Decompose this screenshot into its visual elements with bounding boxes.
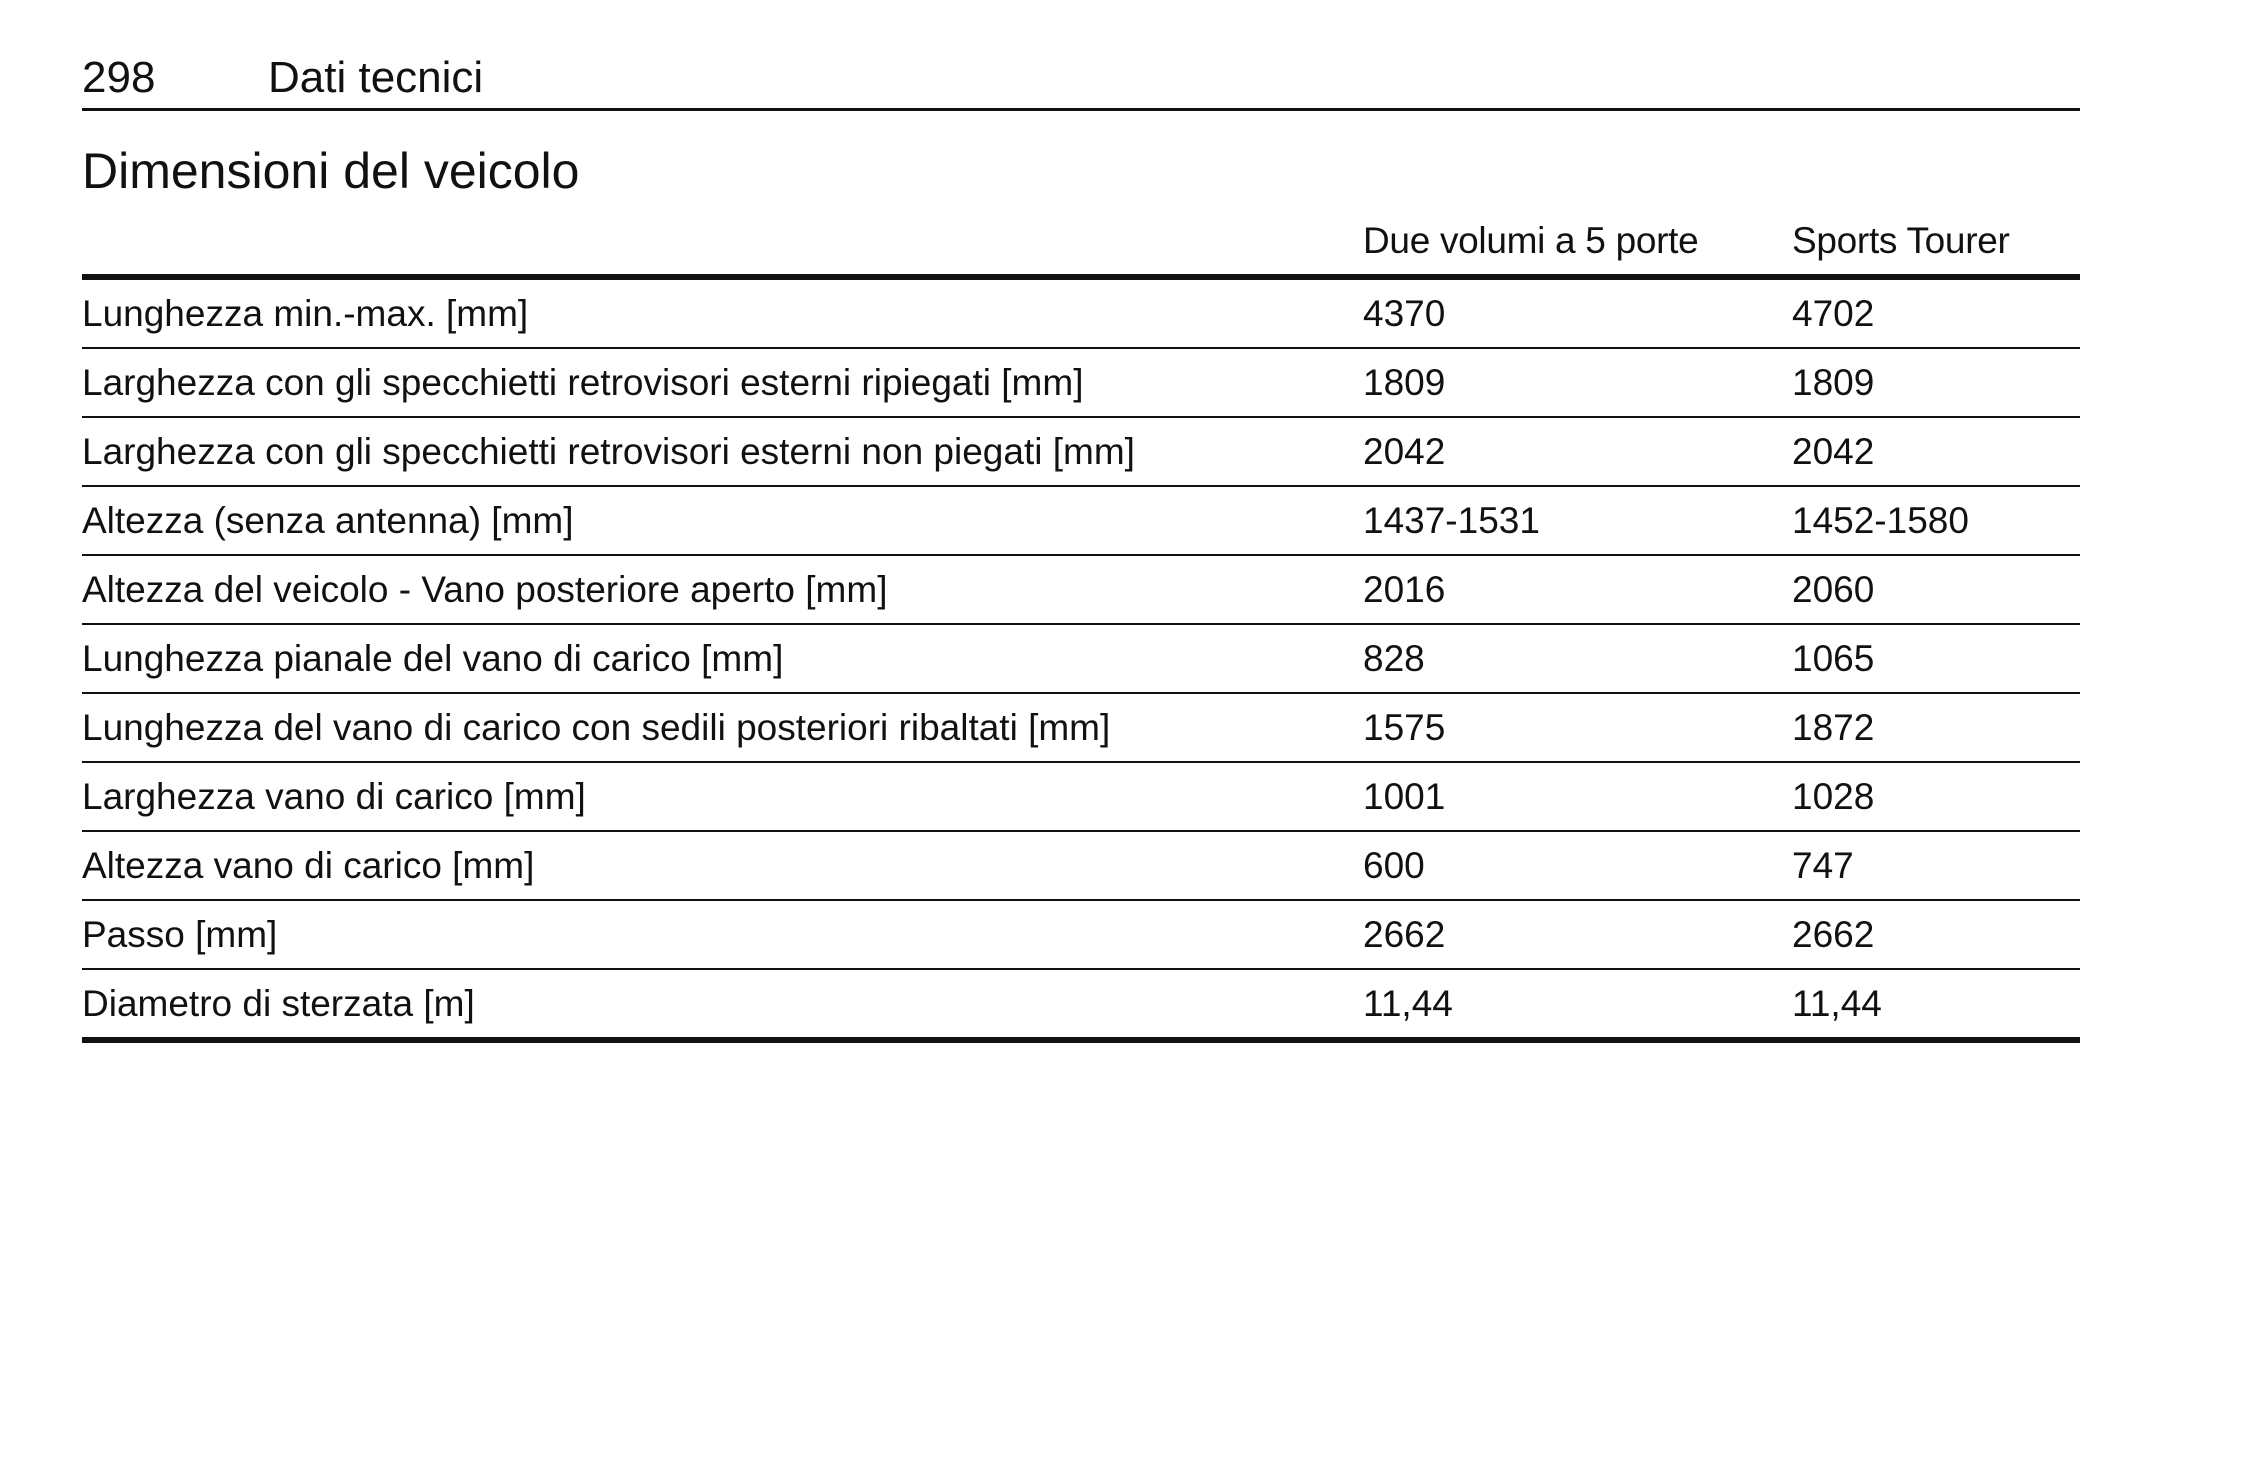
table-row — [82, 625, 2080, 694]
table-row — [82, 970, 2080, 1043]
value-hatchback: 828 — [1363, 638, 1425, 679]
row-label: Passo [mm] — [82, 914, 278, 955]
table-row — [82, 280, 2080, 349]
row-label: Altezza vano di carico [mm] — [82, 845, 535, 886]
row-label: Lunghezza pianale del vano di carico [mm] — [82, 638, 784, 679]
table-row — [82, 901, 2080, 970]
value-hatchback: 2016 — [1363, 569, 1446, 610]
table-row — [82, 763, 2080, 832]
value-sports-tourer: 2060 — [1792, 569, 1875, 610]
table-row — [82, 349, 2080, 418]
table-row — [82, 694, 2080, 763]
value-sports-tourer: 1872 — [1792, 707, 1875, 748]
row-label: Larghezza con gli specchietti retrovisori esterni non piegati [mm] — [82, 431, 1135, 472]
row-label: Lunghezza min.-max. [mm] — [82, 293, 529, 334]
row-label: Altezza del veicolo - Vano posteriore aperto [mm] — [82, 569, 888, 610]
table-row — [82, 487, 2080, 556]
value-sports-tourer: 1452-1580 — [1792, 500, 1969, 541]
row-label: Larghezza con gli specchietti retrovisori esterni ripiegati [mm] — [82, 362, 1084, 403]
table-row — [82, 418, 2080, 487]
dimensions-table — [82, 208, 2080, 1043]
running-header — [82, 48, 2080, 111]
value-hatchback: 1001 — [1363, 776, 1446, 817]
value-sports-tourer: 1065 — [1792, 638, 1875, 679]
section-name: Dati tecnici — [268, 53, 484, 102]
value-hatchback: 2042 — [1363, 431, 1446, 472]
table-header-row — [82, 208, 2080, 280]
value-hatchback: 11,44 — [1363, 983, 1453, 1024]
page-title: Dimensioni del veicolo — [82, 143, 580, 199]
value-hatchback: 1575 — [1363, 707, 1446, 748]
value-hatchback: 2662 — [1363, 914, 1446, 955]
value-sports-tourer: 747 — [1792, 845, 1854, 886]
column-header-hatchback: Due volumi a 5 porte — [1363, 220, 1699, 261]
table-row — [82, 832, 2080, 901]
row-label: Altezza (senza antenna) [mm] — [82, 500, 574, 541]
value-hatchback: 1437-1531 — [1363, 500, 1540, 541]
value-hatchback: 600 — [1363, 845, 1425, 886]
value-sports-tourer: 2042 — [1792, 431, 1875, 472]
value-sports-tourer: 11,44 — [1792, 983, 1882, 1024]
row-label: Lunghezza del vano di carico con sedili posteriori ribaltati [mm] — [82, 707, 1111, 748]
row-label: Larghezza vano di carico [mm] — [82, 776, 586, 817]
value-sports-tourer: 2662 — [1792, 914, 1875, 955]
value-sports-tourer: 4702 — [1792, 293, 1875, 334]
column-header-sports-tourer: Sports Tourer — [1792, 220, 2010, 261]
table-row — [82, 556, 2080, 625]
row-label: Diametro di sterzata [m] — [82, 983, 475, 1024]
value-sports-tourer: 1809 — [1792, 362, 1875, 403]
value-sports-tourer: 1028 — [1792, 776, 1875, 817]
value-hatchback: 4370 — [1363, 293, 1446, 334]
value-hatchback: 1809 — [1363, 362, 1446, 403]
page-number: 298 — [82, 53, 156, 102]
